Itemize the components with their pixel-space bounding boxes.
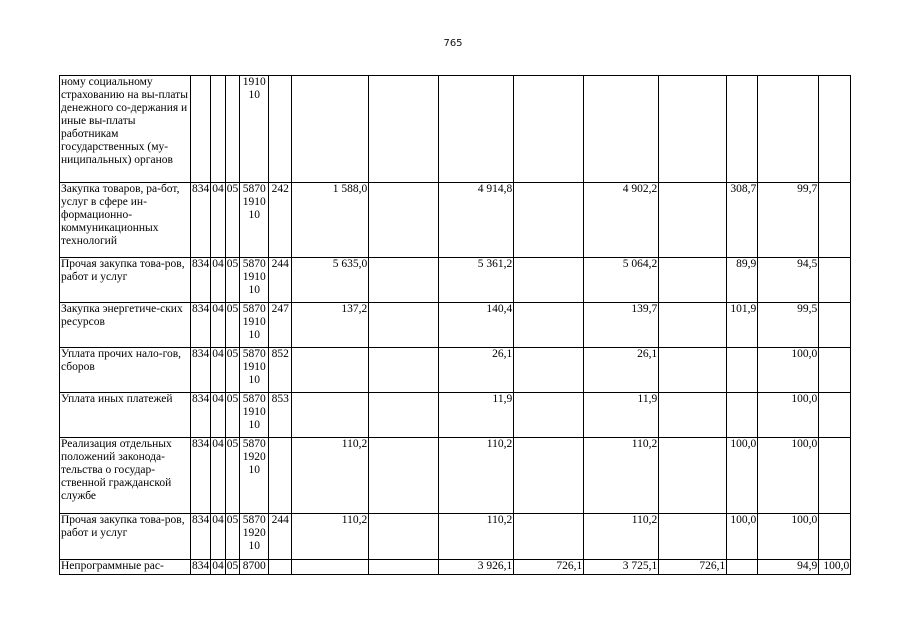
subsection-code: 05 [225, 560, 240, 575]
value-col-4 [514, 303, 584, 348]
row-name: Непрограммные рас- [60, 560, 191, 575]
value-col-8: 94,9 [758, 560, 819, 575]
value-col-6 [659, 258, 727, 303]
value-col-2 [369, 560, 439, 575]
table-row [60, 76, 851, 183]
value-col-7: 100,0 [727, 438, 758, 514]
value-col-6 [659, 76, 727, 183]
value-col-6 [659, 348, 727, 393]
value-col-3: 11,9 [439, 393, 514, 438]
adm-code: 834 [191, 258, 211, 303]
value-col-8: 100,0 [758, 348, 819, 393]
value-col-1 [292, 393, 369, 438]
target-code: 1910 10 [242, 76, 266, 101]
value-col-9 [819, 393, 851, 438]
value-col-8: 94,5 [758, 258, 819, 303]
expense-type-code [269, 560, 292, 575]
expense-type-code [269, 76, 292, 183]
subsection-code: 05 [225, 514, 240, 560]
section-code: 04 [211, 303, 226, 348]
adm-code: 834 [191, 560, 211, 575]
row-name: Закупка товаров, ра-бот, услуг в сфере ин-формационно-коммуникационных технологий [60, 183, 191, 258]
value-col-7 [727, 560, 758, 575]
target-code: 5870 1910 10 [242, 348, 266, 386]
target-code: 5870 1910 10 [242, 303, 266, 341]
section-code: 04 [211, 514, 226, 560]
value-col-6 [659, 438, 727, 514]
adm-code: 834 [191, 348, 211, 393]
value-col-1: 5 635,0 [292, 258, 369, 303]
expense-type-code: 242 [269, 183, 292, 258]
value-col-1: 1 588,0 [292, 183, 369, 258]
table-row [60, 393, 851, 438]
value-col-7 [727, 76, 758, 183]
value-col-7: 89,9 [727, 258, 758, 303]
section-code: 04 [211, 348, 226, 393]
adm-code: 834 [191, 393, 211, 438]
value-col-2 [369, 76, 439, 183]
target-code: 5870 1910 10 [242, 258, 266, 296]
expense-type-code: 247 [269, 303, 292, 348]
value-col-9: 100,0 [819, 560, 851, 575]
target-code: 5870 1920 10 [242, 438, 266, 476]
row-name: Реализация отдельных положений законода-тельства о государ-ственной гражданской службе [60, 438, 191, 514]
value-col-1 [292, 348, 369, 393]
section-code: 04 [211, 258, 226, 303]
value-col-5: 26,1 [584, 348, 659, 393]
value-col-1 [292, 560, 369, 575]
target-code: 5870 1910 10 [242, 183, 266, 221]
value-col-3: 26,1 [439, 348, 514, 393]
value-col-1: 110,2 [292, 438, 369, 514]
value-col-5: 4 902,2 [584, 183, 659, 258]
value-col-6 [659, 514, 727, 560]
value-col-5: 11,9 [584, 393, 659, 438]
value-col-2 [369, 303, 439, 348]
value-col-8: 100,0 [758, 514, 819, 560]
table-row [60, 514, 851, 560]
value-col-2 [369, 348, 439, 393]
value-col-2 [369, 258, 439, 303]
value-col-3: 3 926,1 [439, 560, 514, 575]
value-col-4 [514, 183, 584, 258]
section-code: 04 [211, 393, 226, 438]
value-col-5: 110,2 [584, 514, 659, 560]
value-col-9 [819, 258, 851, 303]
row-name: ному социальному страхованию на вы-платы денежного со-держания и иные вы-платы работникам государственных (му-ниципальных) органов [60, 76, 191, 183]
value-col-5 [584, 76, 659, 183]
budget-table [59, 75, 851, 575]
subsection-code: 05 [225, 258, 240, 303]
value-col-7 [727, 348, 758, 393]
value-col-6 [659, 303, 727, 348]
adm-code: 834 [191, 438, 211, 514]
value-col-2 [369, 393, 439, 438]
value-col-5: 3 725,1 [584, 560, 659, 575]
value-col-2 [369, 438, 439, 514]
value-col-3: 140,4 [439, 303, 514, 348]
adm-code: 834 [191, 183, 211, 258]
target-code: 8700 [242, 560, 266, 572]
expense-type-code: 244 [269, 258, 292, 303]
value-col-4 [514, 393, 584, 438]
expense-type-code [269, 438, 292, 514]
value-col-1: 137,2 [292, 303, 369, 348]
section-code: 04 [211, 438, 226, 514]
value-col-4 [514, 348, 584, 393]
value-col-1: 110,2 [292, 514, 369, 560]
value-col-4 [514, 514, 584, 560]
value-col-8: 100,0 [758, 393, 819, 438]
row-name: Уплата иных платежей [60, 393, 191, 438]
row-name: Уплата прочих нало-гов, сборов [60, 348, 191, 393]
value-col-2 [369, 514, 439, 560]
value-col-7: 101,9 [727, 303, 758, 348]
value-col-8: 100,0 [758, 438, 819, 514]
section-code [211, 76, 226, 183]
adm-code: 834 [191, 514, 211, 560]
subsection-code: 05 [225, 393, 240, 438]
value-col-9 [819, 303, 851, 348]
row-name: Прочая закупка това-ров, работ и услуг [60, 514, 191, 560]
value-col-4: 726,1 [514, 560, 584, 575]
value-col-5: 139,7 [584, 303, 659, 348]
value-col-9 [819, 183, 851, 258]
value-col-4 [514, 438, 584, 514]
value-col-8 [758, 76, 819, 183]
row-name: Закупка энергетиче-ских ресурсов [60, 303, 191, 348]
subsection-code: 05 [225, 438, 240, 514]
value-col-2 [369, 183, 439, 258]
subsection-code: 05 [225, 348, 240, 393]
value-col-7: 308,7 [727, 183, 758, 258]
section-code: 04 [211, 183, 226, 258]
value-col-9 [819, 438, 851, 514]
value-col-6 [659, 183, 727, 258]
row-name: Прочая закупка това-ров, работ и услуг [60, 258, 191, 303]
value-col-9 [819, 514, 851, 560]
expense-type-code: 852 [269, 348, 292, 393]
value-col-9 [819, 348, 851, 393]
value-col-4 [514, 258, 584, 303]
value-col-5: 5 064,2 [584, 258, 659, 303]
value-col-9 [819, 76, 851, 183]
value-col-3: 4 914,8 [439, 183, 514, 258]
value-col-1 [292, 76, 369, 183]
expense-type-code: 244 [269, 514, 292, 560]
value-col-8: 99,5 [758, 303, 819, 348]
value-col-6 [659, 393, 727, 438]
target-code: 5870 1920 10 [242, 514, 266, 552]
table-row [60, 303, 851, 348]
value-col-6: 726,1 [659, 560, 727, 575]
value-col-3: 110,2 [439, 438, 514, 514]
value-col-8: 99,7 [758, 183, 819, 258]
value-col-3: 5 361,2 [439, 258, 514, 303]
table-row [60, 438, 851, 514]
table-row [60, 348, 851, 393]
value-col-3 [439, 76, 514, 183]
subsection-code [225, 76, 240, 183]
adm-code [191, 76, 211, 183]
section-code: 04 [211, 560, 226, 575]
subsection-code: 05 [225, 303, 240, 348]
expense-type-code: 853 [269, 393, 292, 438]
value-col-4 [514, 76, 584, 183]
table-row [60, 560, 851, 575]
value-col-3: 110,2 [439, 514, 514, 560]
page-number: 765 [443, 38, 463, 49]
value-col-5: 110,2 [584, 438, 659, 514]
table-row [60, 183, 851, 258]
target-code: 5870 1910 10 [242, 393, 266, 431]
value-col-7 [727, 393, 758, 438]
subsection-code: 05 [225, 183, 240, 258]
table-row [60, 258, 851, 303]
value-col-7: 100,0 [727, 514, 758, 560]
adm-code: 834 [191, 303, 211, 348]
